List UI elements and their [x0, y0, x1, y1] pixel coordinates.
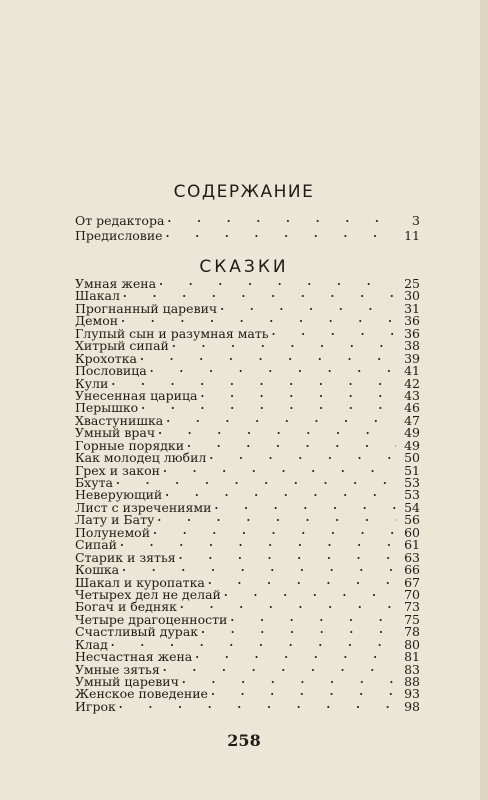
dot-leader	[166, 229, 396, 244]
toc-entry	[75, 228, 420, 243]
toc-entry-title: Демон	[75, 313, 119, 329]
toc-entry-page: 36	[404, 313, 420, 329]
toc-entry-page: 49	[404, 437, 420, 453]
toc-entry	[75, 462, 420, 478]
toc-entry-title: Как молодец любил	[75, 450, 207, 466]
toc-entry	[75, 365, 420, 377]
toc-entry-page: 83	[404, 661, 420, 677]
toc-entry	[75, 549, 420, 565]
dot-leader	[187, 441, 396, 453]
toc-entry-title: Унесенная царица	[75, 387, 198, 403]
dot-leader	[163, 466, 396, 478]
toc-entry-title: Клад	[75, 636, 108, 652]
toc-entry-page: 54	[404, 499, 420, 515]
toc-entry-page: 67	[404, 574, 420, 590]
toc-entry-title: От редактора	[75, 213, 165, 228]
toc-entry-page: 41	[404, 363, 420, 379]
dot-leader	[272, 329, 396, 341]
toc-entry-title: Старик и зятья	[75, 549, 176, 565]
dot-leader	[208, 578, 396, 590]
toc-entry-title: Шакал и куропатка	[75, 574, 205, 590]
toc-entry-title: Бхута	[75, 475, 113, 490]
toc-entry-page: 93	[404, 686, 420, 702]
toc-entry-page: 47	[404, 412, 420, 428]
dot-leader	[220, 304, 396, 316]
toc-entry-page: 78	[404, 624, 420, 640]
dot-leader	[166, 416, 396, 428]
toc-entry-title: Глупый сын и разумная мать	[75, 325, 269, 341]
toc-entry-page: 36	[404, 325, 420, 341]
toc-entry-page: 70	[404, 586, 420, 602]
dot-leader	[157, 515, 396, 527]
toc-entry-page: 73	[404, 599, 420, 615]
toc-entry-page: 81	[404, 649, 420, 665]
toc-entry-page: 51	[404, 462, 420, 478]
toc-entry-title: Несчастная жена	[75, 649, 193, 665]
toc-entry-title: Кули	[75, 375, 109, 391]
dot-leader	[119, 702, 396, 714]
toc-entry-page: 66	[404, 562, 420, 578]
dot-leader	[201, 627, 396, 639]
toc-entry-page: 39	[404, 350, 420, 366]
toc-entry-title: Умный царевич	[75, 674, 179, 689]
toc-entry-title: Хвастунишка	[75, 412, 164, 428]
toc-entry-title: Умные зятья	[75, 661, 160, 677]
dot-leader	[153, 528, 396, 540]
toc-entry-page: 88	[404, 674, 420, 689]
dot-leader	[224, 590, 396, 602]
dot-leader	[141, 403, 396, 415]
toc-entry-page: 49	[404, 425, 420, 441]
toc-entry-title: Полунемой	[75, 524, 151, 540]
toc-entry-page: 38	[404, 338, 420, 354]
toc-entry-page: 61	[404, 537, 420, 553]
toc-entry-title: Сипай	[75, 537, 118, 553]
page-number: 258	[227, 731, 261, 750]
dot-leader	[172, 341, 396, 353]
toc-entry-page: 75	[404, 611, 420, 627]
dot-leader	[214, 503, 396, 515]
dot-leader	[182, 677, 396, 689]
toc-entry-page: 31	[404, 300, 420, 316]
toc-entry-title: Грех и закон	[75, 462, 160, 478]
toc-entry-title: Крохотка	[75, 350, 137, 366]
toc-entry-page: 25	[404, 276, 420, 291]
toc-entry	[75, 278, 420, 290]
toc-entry-title: Хитрый сипай	[75, 338, 169, 354]
tales-list	[75, 278, 420, 713]
dot-leader	[140, 354, 396, 366]
toc-entry	[75, 626, 420, 638]
toc-entry	[75, 213, 420, 228]
toc-entry-page: 46	[404, 400, 420, 416]
toc-entry-title: Умный врач	[75, 425, 156, 441]
toc-entry-title: Четыре драгоценности	[75, 611, 228, 627]
dot-leader	[211, 689, 396, 701]
dot-leader	[167, 214, 396, 229]
contents-heading: СОДЕРЖАНИЕ	[173, 182, 315, 202]
toc-entry-title: Богач и бедняк	[75, 599, 177, 615]
toc-entry-page: 80	[404, 636, 420, 652]
toc-entry	[75, 698, 420, 714]
dot-leader	[179, 553, 396, 565]
dot-leader	[163, 665, 396, 677]
toc-entry-title: Предисловие	[75, 228, 163, 243]
toc-entry-title: Пословица	[75, 363, 147, 379]
dot-leader	[200, 391, 396, 403]
toc-entry-title: Счастливый дурак	[75, 624, 199, 640]
toc-entry-title: Неверующий	[75, 487, 163, 503]
toc-entry-page: 43	[404, 387, 420, 403]
toc-entry	[75, 688, 420, 700]
toc-entry-page: 50	[404, 450, 420, 466]
toc-entry-title: Шакал	[75, 288, 120, 304]
dot-leader	[159, 279, 396, 291]
toc-entry-page: 11	[404, 228, 420, 243]
toc-entry-page: 53	[404, 487, 420, 503]
toc-entry-page: 63	[404, 549, 420, 565]
dot-leader	[230, 615, 396, 627]
toc-entry-title: Четырех дел не делай	[75, 586, 221, 602]
toc-entry-title: Прогнанный царевич	[75, 300, 218, 316]
toc-entry-title: Кошка	[75, 562, 120, 578]
toc-entry-page: 3	[412, 213, 420, 228]
dot-leader	[195, 652, 396, 664]
toc-entry-page: 30	[404, 288, 420, 304]
toc-entry-title: Игрок	[75, 698, 116, 714]
toc-entry-title: Умная жена	[75, 276, 157, 291]
toc-entry	[75, 300, 420, 316]
dot-leader	[158, 428, 396, 440]
page-edge	[480, 0, 488, 800]
toc-entry	[75, 524, 420, 540]
dot-leader	[209, 453, 396, 465]
toc-entry-title: Женское поведение	[75, 686, 208, 702]
toc-entry-title: Лату и Бату	[75, 512, 155, 528]
toc-entry-page: 60	[404, 524, 420, 540]
dot-leader	[150, 366, 396, 378]
toc-entry-page: 98	[404, 698, 420, 714]
section-heading: СКАЗКИ	[199, 257, 289, 277]
toc-entry-title: Лист с изречениями	[75, 499, 212, 515]
toc-entry-page: 56	[404, 512, 420, 528]
toc-entry-page: 53	[404, 475, 420, 490]
toc-entry-title: Перышко	[75, 400, 139, 416]
toc-entry-page: 42	[404, 375, 420, 391]
front-matter-list	[75, 213, 420, 243]
toc-entry-title: Горные порядки	[75, 437, 185, 453]
